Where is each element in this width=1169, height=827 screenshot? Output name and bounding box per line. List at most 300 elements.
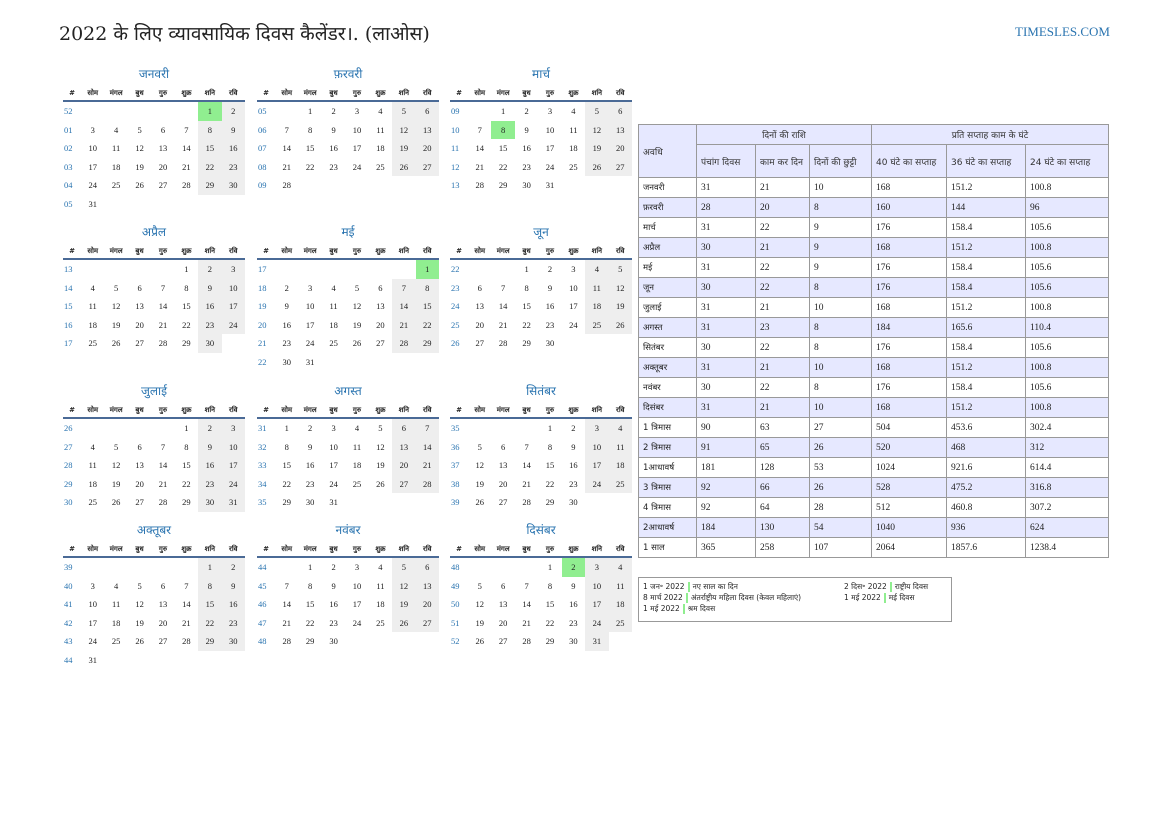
day-cell: 13 [416,121,439,140]
page-title: 2022 के लिए व्यावसायिक दिवस कैलेंडर।. (लाओस) [59,23,430,45]
day-cell: 22 [282,478,291,489]
value-cell: 21 [756,298,810,318]
summary-table [638,124,1109,558]
day-cell: 3 [90,580,95,591]
day-cell [609,493,632,512]
period-cell: 4 त्रिमास [639,498,697,518]
weekday-header: मंगल [104,242,127,260]
month-grid [63,242,245,353]
table-row [639,478,1109,498]
day-cell: 21 [522,478,531,489]
period-cell: अक्तूबर [639,358,697,378]
day-cell: 4 [571,106,576,116]
day-cell: 21 [158,478,168,489]
day-cell: 25 [585,316,608,335]
day-cell: 19 [475,478,484,489]
value-cell: 504 [872,418,947,438]
day-cell: 4 [585,260,608,279]
day-cell: 14 [416,438,439,457]
day-cell [151,195,174,214]
day-cell: 3 [222,260,245,279]
value-cell: 151.2 [947,358,1026,378]
day-cell: 28 [475,180,484,191]
value-cell: 22 [756,378,810,398]
value-cell: 176 [872,218,947,238]
day-cell: 24 [305,338,315,349]
month-calendar [450,520,632,651]
table-row [639,278,1109,298]
day-cell: 21 [158,319,168,330]
value-cell: 512 [872,498,947,518]
day-cell: 3 [308,282,313,293]
day-cell: 29 [182,497,191,508]
weekday-header: बुध [515,84,538,102]
day-cell: 10 [352,124,362,135]
table-row [639,518,1109,538]
day-cell: 16 [569,599,578,610]
day-cell: 1 [547,562,553,572]
day-cell: 22 [305,617,315,628]
weekday-header: # [257,401,275,419]
day-cell [104,419,127,438]
day-cell: 5 [114,282,119,293]
day-cell [128,102,151,121]
day-cell: 16 [329,143,338,154]
value-cell: 92 [697,478,756,498]
day-cell: 3 [585,558,608,577]
weekday-header: सोम [81,84,104,102]
day-cell: 18 [88,478,97,489]
day-cell: 4 [331,282,336,293]
weekday-header: बुध [128,242,151,260]
period-cell: अगस्त [639,318,697,338]
day-cell: 2 [308,423,313,433]
weekday-header: मंगल [298,242,321,260]
holiday-marker [686,593,688,603]
day-cell: 28 [522,497,531,508]
value-cell: 168 [872,298,947,318]
day-cell: 9 [571,441,576,452]
day-cell: 8 [308,580,313,591]
day-cell: 2 [547,264,553,274]
value-cell: 65 [756,438,810,458]
day-cell: 13 [498,599,508,610]
day-cell: 23 [569,617,578,628]
day-cell: 1 [547,423,553,433]
day-cell: 12 [585,121,608,140]
value-cell: 9 [810,258,872,278]
day-cell: 29 [182,338,191,349]
day-cell [81,419,104,438]
month-grid [450,242,632,353]
weekday-header: शुक्र [175,242,198,260]
month-calendar [450,64,632,195]
week-number: 08 [258,161,267,172]
value-cell: 105.6 [1026,278,1109,298]
days-group-header: दिनों की राशि [697,125,872,145]
day-cell: 18 [376,599,385,610]
day-cell: 22 [522,319,531,330]
col-header: दिनों की छुट्टी [810,145,872,178]
weekday-header: मंगल [298,401,321,419]
day-cell: 15 [305,143,315,154]
week-number: 24 [451,301,460,312]
day-cell: 17 [352,599,362,610]
day-cell: 20 [392,456,415,475]
value-cell: 96 [1026,198,1109,218]
weekday-header: # [257,242,275,260]
day-cell: 23 [198,316,221,335]
day-cell: 23 [198,475,221,494]
weekday-header: मंगल [491,540,514,558]
week-number: 35 [258,497,267,508]
day-cell: 26 [111,497,121,508]
day-cell: 6 [392,419,415,438]
day-cell: 7 [416,419,439,438]
day-cell [128,260,151,279]
week-number: 17 [64,338,73,349]
weekday-header: रवि [416,242,439,260]
day-cell: 11 [609,438,632,457]
day-cell: 18 [376,143,385,154]
day-cell: 26 [392,158,415,177]
period-cell: फ़रवरी [639,198,697,218]
day-cell: 23 [222,158,245,177]
day-cell [151,102,174,121]
period-cell: मई [639,258,697,278]
day-cell: 18 [609,456,632,475]
value-cell: 365 [697,538,756,558]
month-grid [257,401,439,512]
day-cell: 9 [222,121,245,140]
value-cell: 1040 [872,518,947,538]
day-cell: 4 [378,106,383,116]
month-grid [450,540,632,651]
weekday-header: मंगल [298,84,321,102]
day-cell: 26 [475,497,484,508]
week-number: 45 [258,580,267,591]
day-cell: 12 [475,599,484,610]
day-cell: 20 [158,161,168,172]
day-cell: 6 [378,282,383,293]
day-cell: 13 [376,301,385,312]
day-cell: 8 [198,577,221,596]
holiday-marker [890,582,892,592]
day-cell: 17 [222,297,245,316]
value-cell: 100.8 [1026,178,1109,198]
day-cell [322,353,345,372]
month-name: अक्तूबर [136,523,172,537]
weekday-header: मंगल [298,540,321,558]
value-cell: 31 [697,358,756,378]
day-cell: 5 [114,441,119,452]
day-cell: 20 [376,319,385,330]
month-name: जनवरी [138,67,170,81]
week-number: 48 [451,562,460,572]
day-cell [392,493,415,512]
day-cell: 20 [135,319,144,330]
week-number: 31 [258,423,267,433]
day-cell: 11 [88,301,97,312]
day-cell: 10 [88,599,97,610]
day-cell: 8 [308,124,313,135]
value-cell: 91 [697,438,756,458]
day-cell: 4 [90,441,95,452]
table-row [639,338,1109,358]
weekday-header: # [257,84,275,102]
week-number: 52 [451,636,460,647]
day-cell: 24 [222,475,245,494]
holiday-item: 1 मई 2022 मई दिवस [844,593,915,602]
month-name: जुलाई [140,384,168,398]
day-cell: 22 [545,478,555,489]
day-cell [275,558,298,577]
week-number: 43 [64,636,73,647]
day-cell: 22 [545,617,555,628]
weekday-header: शुक्र [175,540,198,558]
day-cell: 17 [222,456,245,475]
day-cell: 26 [376,478,385,489]
day-cell [562,176,585,195]
day-cell: 31 [329,497,338,508]
weekday-header: सोम [468,242,491,260]
weekday-header: शुक्र [562,84,585,102]
weekday-header: रवि [222,242,245,260]
day-cell: 12 [135,599,144,610]
holiday-marker [884,593,886,603]
day-cell: 8 [491,121,514,140]
day-cell [585,334,608,353]
day-cell: 30 [305,497,315,508]
period-header: अवधि [639,125,697,178]
day-cell: 24 [585,475,608,494]
day-cell: 23 [282,338,291,349]
day-cell: 28 [498,338,508,349]
day-cell: 13 [135,301,144,312]
day-cell: 2 [331,106,336,116]
month-calendar [63,222,245,353]
weekday-header: गुरु [538,242,561,260]
day-cell: 26 [475,636,484,647]
day-cell: 21 [522,617,531,628]
day-cell: 24 [545,161,555,172]
weekday-header: # [450,84,468,102]
holiday-legend [638,577,952,622]
day-cell [515,419,538,438]
week-number: 26 [64,423,73,433]
day-cell: 10 [545,124,555,135]
day-cell: 2 [331,562,336,572]
week-number: 27 [64,441,73,452]
table-row [639,378,1109,398]
day-cell: 2 [284,282,289,293]
value-cell: 28 [810,498,872,518]
value-cell: 624 [1026,518,1109,538]
day-cell: 1 [308,562,313,572]
day-cell: 21 [182,161,191,172]
day-cell: 18 [111,161,121,172]
value-cell: 168 [872,398,947,418]
day-cell: 17 [569,301,578,312]
value-cell: 176 [872,258,947,278]
day-cell: 26 [392,614,415,633]
day-cell: 19 [135,617,144,628]
day-cell: 26 [609,316,632,335]
weekday-header: शनि [585,242,608,260]
day-cell: 1 [284,423,289,433]
day-cell: 14 [182,143,191,154]
day-cell: 16 [222,139,245,158]
weekday-header: सोम [468,540,491,558]
day-cell: 16 [198,297,221,316]
period-cell: 1आधावर्ष [639,458,697,478]
weekday-header: मंगल [104,84,127,102]
value-cell: 8 [810,278,872,298]
day-cell: 26 [352,338,362,349]
table-row [639,358,1109,378]
day-cell: 30 [198,334,221,353]
day-cell: 15 [282,460,291,471]
value-cell: 144 [947,198,1026,218]
day-cell: 6 [416,102,439,121]
weekday-header: रवि [222,84,245,102]
day-cell: 4 [114,124,119,135]
weekday-header: शुक्र [175,401,198,419]
day-cell [562,334,585,353]
day-cell: 23 [522,161,531,172]
day-cell: 22 [198,158,221,177]
day-cell: 25 [609,475,632,494]
week-number: 05 [64,198,73,209]
day-cell: 13 [498,460,508,471]
day-cell: 16 [522,143,531,154]
value-cell: 181 [697,458,756,478]
month-name: फ़रवरी [333,67,363,81]
week-number: 34 [258,478,267,489]
week-number: 44 [258,562,267,572]
holiday-item: 8 मार्च 2022 अंतर्राष्ट्रीय महिला दिवस (केवल महिलाएं) [643,593,802,602]
day-cell: 5 [477,580,482,591]
holiday-item: 1 जन॰ 2022 नए साल का दिन [643,582,738,591]
weekday-header: शुक्र [369,540,392,558]
day-cell: 21 [498,319,508,330]
day-cell: 19 [475,617,484,628]
day-cell: 7 [284,124,289,135]
weekday-header: शुक्र [562,540,585,558]
week-number: 39 [451,497,460,508]
day-cell: 30 [282,356,291,367]
value-cell: 90 [697,418,756,438]
week-number: 16 [64,319,73,330]
day-cell: 27 [135,338,144,349]
value-cell: 9 [810,238,872,258]
day-cell: 19 [609,297,632,316]
day-cell: 13 [609,121,632,140]
day-cell: 17 [585,456,608,475]
value-cell: 10 [810,178,872,198]
day-cell: 9 [284,301,289,312]
weekday-header: रवि [222,540,245,558]
value-cell: 21 [756,358,810,378]
day-cell: 16 [569,460,578,471]
day-cell [222,651,245,670]
holiday-marker [688,582,690,592]
day-cell: 24 [88,180,97,191]
day-cell [369,493,392,512]
day-cell: 24 [222,316,245,335]
day-cell: 3 [222,419,245,438]
week-number: 46 [258,599,267,610]
value-cell: 31 [697,258,756,278]
period-cell: 3 त्रिमास [639,478,697,498]
week-number: 52 [64,106,73,116]
value-cell: 30 [697,278,756,298]
week-number: 28 [64,460,73,471]
day-cell: 11 [569,124,578,135]
day-cell: 27 [376,338,385,349]
day-cell: 29 [498,180,508,191]
week-number: 35 [451,423,460,433]
day-cell: 30 [329,636,338,647]
day-cell: 29 [545,497,555,508]
day-cell: 21 [282,617,291,628]
value-cell: 520 [872,438,947,458]
day-cell: 1 [184,264,189,274]
weekday-header: शुक्र [175,84,198,102]
day-cell: 23 [329,617,338,628]
day-cell: 30 [569,636,578,647]
day-cell: 8 [198,121,221,140]
day-cell: 12 [392,121,415,140]
day-cell: 16 [282,319,291,330]
week-number: 22 [451,264,460,274]
value-cell: 31 [697,178,756,198]
week-number: 04 [64,180,73,191]
day-cell: 29 [305,636,315,647]
week-number: 17 [258,264,267,274]
day-cell [298,260,321,279]
weekday-header: गुरु [345,401,368,419]
day-cell [416,353,439,372]
value-cell: 168 [872,238,947,258]
month-name: दिसंबर [526,523,556,537]
day-cell: 2 [571,423,576,433]
day-cell: 19 [392,139,415,158]
day-cell [392,260,415,279]
day-cell: 15 [545,460,555,471]
day-cell [151,558,174,577]
period-cell: नवंबर [639,378,697,398]
day-cell: 9 [331,124,336,135]
value-cell: 176 [872,338,947,358]
day-cell: 14 [158,301,168,312]
value-cell: 151.2 [947,178,1026,198]
day-cell: 28 [416,475,439,494]
value-cell: 10 [810,298,872,318]
weekday-header: बुध [322,540,345,558]
month-grid [257,540,439,651]
month-name: सितंबर [526,384,556,398]
table-row [639,398,1109,418]
day-cell: 6 [160,124,166,135]
month-calendar [450,381,632,512]
day-cell: 30 [198,493,221,512]
day-cell: 18 [329,319,338,330]
weekday-header: सोम [81,540,104,558]
day-cell: 12 [475,460,484,471]
day-cell: 29 [545,636,555,647]
site-link[interactable]: TIMESLES.COM [1015,24,1110,39]
